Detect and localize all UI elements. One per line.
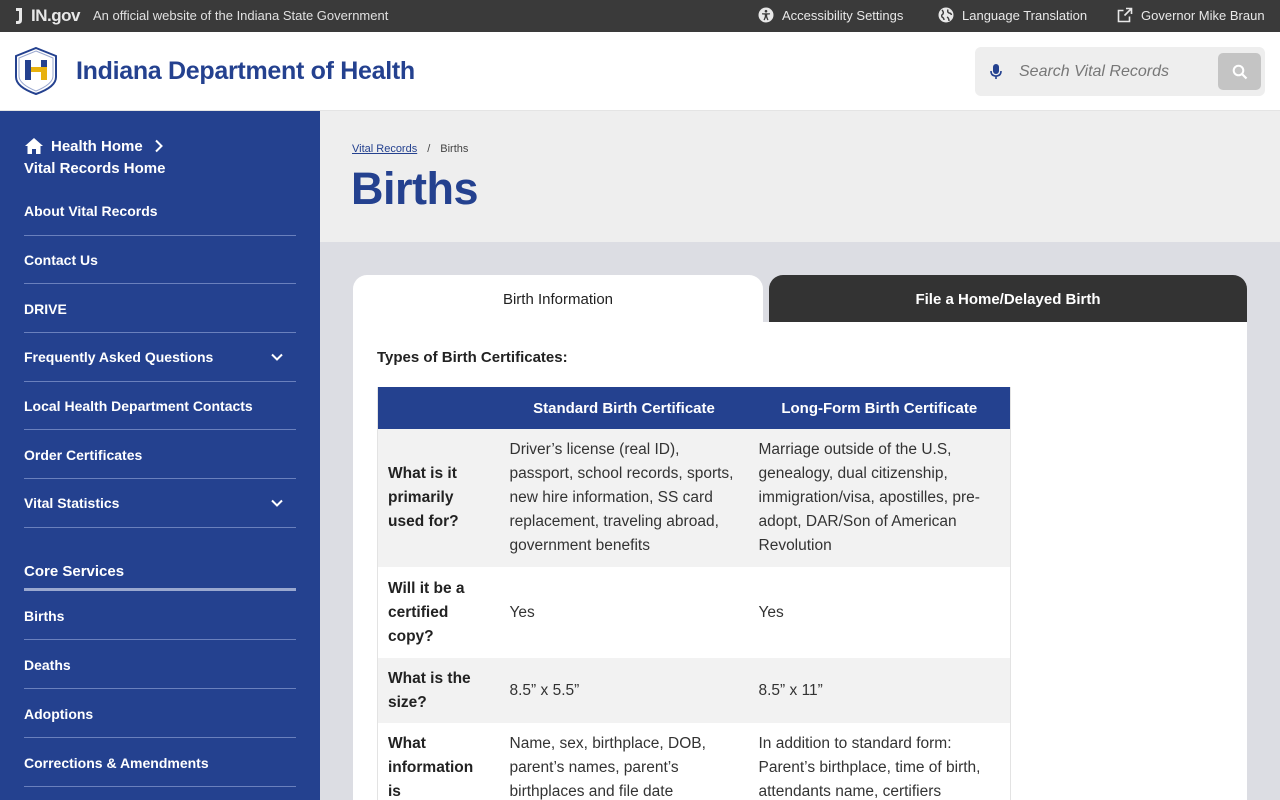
table-row [378,567,1011,658]
sidebar-item-label: Births [24,607,65,624]
site-header [0,32,1280,111]
sidebar-item-drive[interactable] [24,284,296,333]
breadcrumb-separator: / [427,143,431,155]
table-row [378,658,1011,723]
table-row [378,429,1011,567]
sidebar-item-label: Local Health Department Contacts [24,398,253,415]
sidebar-item-faq[interactable] [24,333,296,382]
accessibility-icon [758,7,774,23]
breadcrumb-current: Births [440,143,469,155]
table-cell-standard: Yes [500,567,749,658]
sidebar-item-order-certificates[interactable] [24,430,296,479]
tab-birth-information[interactable] [353,275,763,323]
sidebar-item-corrections-amendments[interactable] [24,738,296,787]
sidebar-item-about-vital-records[interactable] [24,187,296,236]
table-row-question: What is it primarily used for? [378,429,500,567]
page-title: Births [351,163,479,214]
table-row-question: Will it be a certified copy? [378,567,500,658]
governor-label: Governor Mike Braun [1141,7,1265,23]
table-cell-longform: Yes [749,567,1011,658]
sidebar-item-label: Corrections & Amendments [24,754,209,771]
table-header-empty [378,387,500,429]
table-cell-longform: 8.5” x 11” [749,658,1011,723]
core-services-menu [24,591,296,787]
globe-icon [938,7,954,23]
official-site-notice: An official website of the Indiana State Government [93,8,389,23]
sidebar-item-label: Deaths [24,656,71,673]
microphone-icon[interactable] [989,63,1003,81]
table-row-question: What information is [378,723,500,800]
table-row [378,723,1011,800]
chevron-down-icon[interactable] [270,350,284,364]
table-cell-standard: Driver’s license (real ID), passport, school records, sports, new hire information, SS card replacement, traveling abroad, government benefits [500,429,749,567]
sidebar-item-label: Order Certificates [24,446,143,463]
tab-file-home-delayed-birth[interactable] [769,275,1247,323]
table-cell-standard: 8.5” x 5.5” [500,658,749,723]
sidebar-item-label: DRIVE [24,300,67,317]
chevron-right-icon [154,139,164,153]
vital-records-home-link[interactable]: Vital Records Home [24,160,166,177]
sidebar-item-vital-statistics[interactable] [24,479,296,528]
table-cell-standard: Name, sex, birthplace, DOB, parent’s names, parent’s birthplaces and file date [500,723,749,800]
sidebar-item-label: Contact Us [24,252,98,269]
search-bar [975,47,1265,96]
sidebar-menu [24,187,296,528]
sidebar-item-label: Vital Statistics [24,495,120,512]
health-home-link[interactable] [24,137,164,155]
table-header-standard: Standard Birth Certificate [500,387,749,429]
table-header-row [378,387,1011,429]
agency-name[interactable]: Indiana Department of Health [76,57,415,85]
accessibility-label: Accessibility Settings [782,7,904,23]
core-services-heading: Core Services [24,563,296,591]
sidebar-item-deaths[interactable] [24,640,296,689]
breadcrumb-link-vital-records[interactable]: Vital Records [352,143,418,155]
sidebar-item-local-health-department-contacts[interactable] [24,382,296,431]
sidebar-item-adoptions[interactable] [24,689,296,738]
sidebar-item-births[interactable] [24,591,296,640]
search-icon [1232,64,1248,80]
table-row-question: What is the size? [378,658,500,723]
breadcrumb [352,143,468,155]
language-translation-link[interactable] [938,7,1087,23]
ingov-logo[interactable] [14,6,80,26]
table-header-longform: Long-Form Birth Certificate [749,387,1011,429]
sidebar-item-contact-us[interactable] [24,236,296,285]
search-input[interactable] [1019,57,1187,87]
tab-label: File a Home/Delayed Birth [915,290,1101,308]
tab-label: Birth Information [502,290,614,308]
chevron-down-icon[interactable] [270,496,284,510]
search-button[interactable] [1218,53,1261,90]
sidebar-item-label: Adoptions [24,705,94,722]
types-heading: Types of Birth Certificates: [377,349,568,366]
top-utility-bar [0,0,1280,32]
idoh-logo-icon[interactable] [14,47,58,95]
sidebar-item-label: Frequently Asked Questions [24,349,214,366]
home-icon [24,137,44,155]
table-cell-longform: Marriage outside of the U.S, genealogy, dual citizenship, immigration/visa, apostilles, pre-adopt, DAR/Son of American Revolution [749,429,1011,567]
page-heading-area [320,111,1280,242]
sidebar-nav [0,111,320,800]
ingov-logo-icon [14,6,28,26]
language-label: Language Translation [962,7,1088,23]
sidebar-item-label: About Vital Records [24,203,158,220]
ingov-logo-text: IN.gov [31,6,80,25]
certificate-comparison-table [377,387,1011,800]
health-home-label: Health Home [51,137,143,155]
governor-link[interactable] [1117,7,1265,23]
accessibility-settings-link[interactable] [758,7,903,23]
table-cell-longform: In addition to standard form: Parent’s birthplace, time of birth, attendants name, certifiers [749,723,1011,800]
external-link-icon [1117,7,1133,23]
